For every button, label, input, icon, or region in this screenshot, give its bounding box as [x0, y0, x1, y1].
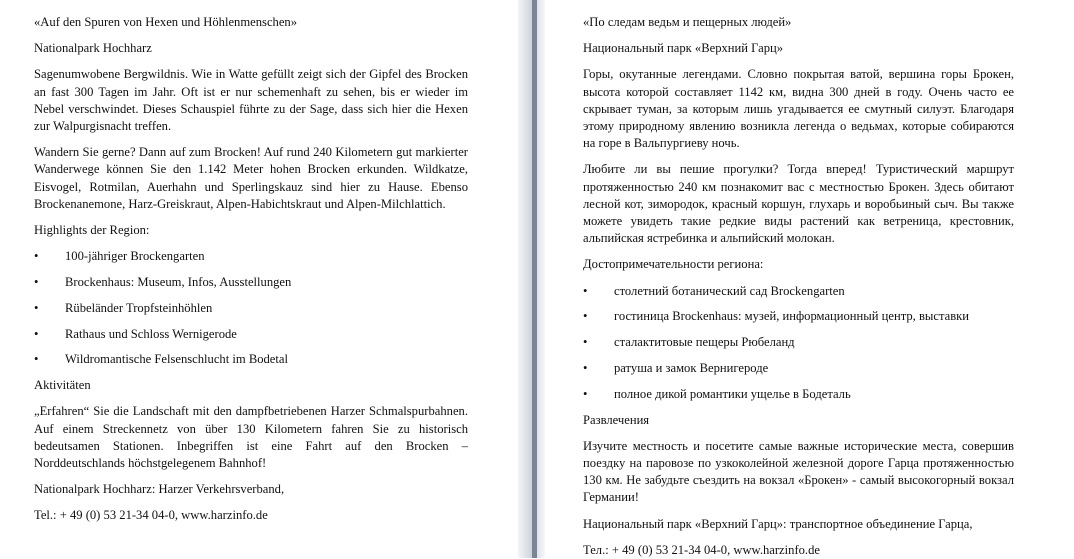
bullet-icon: •: [583, 283, 588, 298]
activities-heading: Aktivitäten: [34, 378, 91, 393]
contact-phone: Tel.: + 49 (0) 53 21-34 04-0, www.harzinfo.de: [34, 508, 268, 523]
bullet-icon: •: [34, 275, 39, 290]
bullet-icon: •: [583, 335, 588, 350]
highlights-heading: Достопримечательности региона:: [583, 257, 764, 272]
bullet-icon: •: [34, 249, 39, 264]
contact-org: Национальный парк «Верхний Гарц»: транспортное объединение Гарца,: [583, 516, 973, 531]
activities-paragraph: Изучите местность и посетите самые важные исторические места, совершив поездку на паровозе по узкоколейной железной дороге Гарца протяженностью 130 км. Не забудьте съездить на вокзал «Брокен» - самый высокогорный вокзал Германии!: [583, 438, 1014, 505]
activities-heading: Развлечения: [583, 412, 650, 427]
german-page: [0, 0, 518, 558]
list-item: • Rathaus und Schloss Wernigerode: [34, 326, 468, 343]
bullet-icon: •: [583, 386, 588, 401]
list-item: • 100-jähriger Brockengarten: [34, 248, 468, 265]
russian-page: [545, 0, 1074, 558]
hiking-paragraph: Любите ли вы пешие прогулки? Тогда вперед! Туристический маршрут протяженностью 240 км познакомит вас с местностью Брокен. Здесь обитают лесной кот, зимородок, красный коршун, глухарь и воробьиный сыч. Вы также можете увидеть такие редкие виды растений как ветреница, крестовник, альпийская ястребинка и альпийский молокан.: [583, 162, 1014, 246]
hiking-paragraph: Wandern Sie gerne? Dann auf zum Brocken! Auf rund 240 Kilometern gut markierter Wanderwege können Sie den 1.142 Meter hohen Brocken erkunden. Wildkatze, Eisvogel, Rotmilan, Auerhahn und Sperlingskauz sind hier zu Hause. Ebenso Brockenanemone, Harz-Greiskraut, Alpen-Habichtskraut und Alpen-Milchlattich.: [34, 145, 468, 211]
highlights-list: [34, 248, 468, 368]
list-item: • гостиница Brockenhaus: музей, информационный центр, выставки: [583, 308, 1014, 325]
activities-paragraph: „Erfahren“ Sie die Landschaft mit den dampfbetriebenen Harzer Schmalspurbahnen. Auf einem Streckennetz von über 130 Kilometern fahren Sie zu historisch bedeutsamen Stationen. Inbegriffen ist eine Fahrt auf den Brocken – Norddeutschlands höchstgelegenem Bahnhof!: [34, 404, 468, 471]
bullet-icon: •: [34, 326, 39, 341]
doc-title: «Auf den Spuren von Hexen und Höhlenmenschen»: [34, 15, 298, 29]
bullet-icon: •: [583, 309, 588, 324]
list-item: • ратуша и замок Вернигероде: [583, 360, 1014, 377]
list-item: • полное дикой романтики ущелье в Бодеталь: [583, 386, 1014, 403]
list-item: • Wildromantische Felsenschlucht im Bodetal: [34, 351, 468, 368]
list-item: • сталактитовые пещеры Рюбеланд: [583, 334, 1014, 351]
contact-phone: Тел.: + 49 (0) 53 21-34 04-0, www.harzinfo.de: [583, 542, 820, 557]
park-name: Национальный парк «Верхний Гарц»: [583, 41, 784, 56]
doc-title: «По следам ведьм и пещерных людей»: [583, 15, 792, 29]
park-name: Nationalpark Hochharz: [34, 41, 152, 56]
bullet-icon: •: [34, 300, 39, 315]
intro-paragraph: Горы, окутанные легендами. Словно покрытая ватой, вершина горы Брокен, высота которой составляет 1142 км, видна 300 дней в году. Очень часто ее скрывает туман, за которым лишь угадывается ее смутный силуэт. Благодаря этому природному явлению возникла легенда о ведьмах, которые собираются на горе в Вальпургиеву ночь.: [583, 67, 1014, 151]
page-gutter: [537, 0, 545, 558]
list-item: • Rübeländer Tropfsteinhöhlen: [34, 300, 468, 317]
page-gutter: [518, 0, 532, 558]
highlights-heading: Highlights der Region:: [34, 223, 150, 238]
list-item: • Brockenhaus: Museum, Infos, Ausstellungen: [34, 274, 468, 291]
list-item: • столетний ботанический сад Brockengarten: [583, 283, 1014, 300]
highlights-list: [583, 283, 1014, 403]
contact-org: Nationalpark Hochharz: Harzer Verkehrsverband,: [34, 482, 285, 497]
bullet-icon: •: [583, 361, 588, 376]
intro-paragraph: Sagenumwobene Bergwildnis. Wie in Watte gefüllt zeigt sich der Gipfel des Brocken an fast 300 Tagen im Jahr. Oft ist er nur schemenhaft zu sehen, bis er wieder im Nebel verschwindet. Dieses Schauspiel führte zu der Sage, dass sich hier die Hexen zur Walpurgisnacht treffen.: [34, 67, 468, 134]
bullet-icon: •: [34, 352, 39, 367]
